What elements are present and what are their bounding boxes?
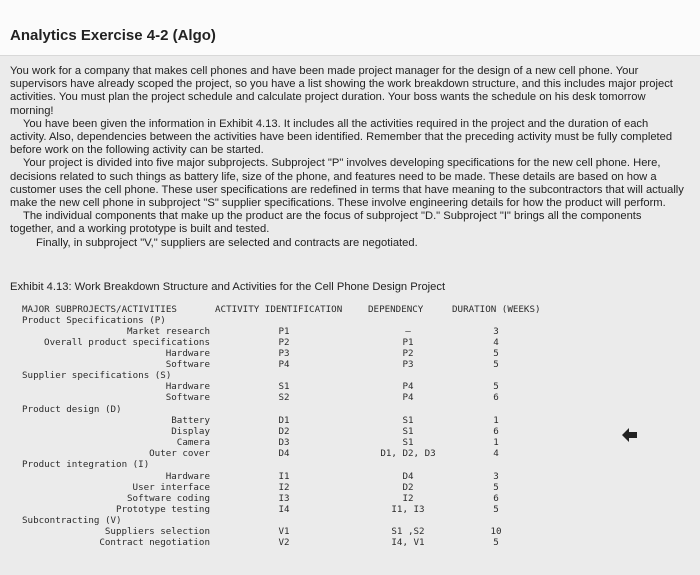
header-duration: DURATION (WEEKS) bbox=[452, 304, 541, 315]
activity-id: P1 bbox=[278, 326, 290, 337]
activity-duration: 1 bbox=[493, 437, 499, 448]
activity-name: Contract negotiation bbox=[99, 537, 210, 548]
activity-id: I2 bbox=[278, 482, 290, 493]
activity-id: S1 bbox=[278, 381, 290, 392]
activity-name: Software coding bbox=[127, 493, 210, 504]
activity-dependency: I4, V1 bbox=[391, 537, 425, 548]
activity-dependency: D2 bbox=[402, 482, 414, 493]
activity-id: D4 bbox=[278, 448, 290, 459]
activity-name: Subcontracting (V) bbox=[22, 515, 122, 526]
activity-duration: 10 bbox=[490, 526, 502, 537]
activity-duration: 4 bbox=[493, 337, 499, 348]
activity-id: V2 bbox=[278, 537, 290, 548]
paragraph-subprojects: Your project is divided into five major subprojects. Subproject "P" involves developing specifications for the new cell phone. Here, decisions related to such things as battery life, size of the phone, and features need to be made. These details are based on how a customer uses the cell phone. These user specifications are redefined in terms that have meaning to the subcontractors that will actually make the new cell phone in subproject "S" supplier specifications. These involve engineering details for how the product will perform. bbox=[10, 157, 684, 210]
activity-id: D2 bbox=[278, 426, 290, 437]
activity-name: User interface bbox=[132, 482, 210, 493]
header-activity-id: ACTIVITY IDENTIFICATION bbox=[215, 304, 343, 315]
activity-dependency: D4 bbox=[402, 471, 414, 482]
activity-dependency: S1 bbox=[402, 426, 414, 437]
activity-dependency: S1 ,S2 bbox=[391, 526, 425, 537]
activity-duration: 6 bbox=[493, 493, 499, 504]
activity-dependency: S1 bbox=[402, 437, 414, 448]
activity-dependency: P2 bbox=[402, 348, 414, 359]
cursor-arrow-icon bbox=[622, 428, 638, 442]
activity-name: Prototype testing bbox=[115, 504, 210, 515]
activity-name: Suppliers selection bbox=[104, 526, 210, 537]
paragraph-exhibit: You have been given the information in Exhibit 4.13. It includes all the activities required in the project and the duration of each activity. Also, dependencies between the activities have been identified. Remember that the preceding activity must be fully completed before work on the following activity can be started. bbox=[10, 117, 673, 157]
activity-id: I1 bbox=[278, 471, 290, 482]
paragraph-components: The individual components that make up the product are the focus of subproject "D." Subproject "I" brings all the components together, and a working prototype is built and tested. bbox=[10, 210, 642, 236]
activity-name: Product Specifications (P) bbox=[22, 315, 166, 326]
activity-name: Hardware bbox=[165, 471, 210, 482]
activity-dependency: – bbox=[405, 326, 411, 337]
activity-name: Outer cover bbox=[149, 448, 210, 459]
activity-name: Software bbox=[165, 392, 210, 403]
activity-name: Software bbox=[165, 359, 210, 370]
header-activities: MAJOR SUBPROJECTS/ACTIVITIES bbox=[22, 304, 177, 315]
activity-duration: 3 bbox=[493, 326, 499, 337]
activity-dependency: I1, I3 bbox=[391, 504, 425, 515]
activity-duration: 4 bbox=[493, 448, 499, 459]
exhibit-caption: Exhibit 4.13: Work Breakdown Structure and Activities for the Cell Phone Design Project bbox=[10, 281, 446, 293]
wbs-table bbox=[20, 304, 550, 554]
activity-name: Product design (D) bbox=[22, 404, 122, 415]
header-dependency: DEPENDENCY bbox=[368, 304, 424, 315]
activity-duration: 5 bbox=[493, 381, 499, 392]
activity-id: I3 bbox=[278, 493, 290, 504]
paragraph-intro: You work for a company that makes cell phones and have been made project manager for the design of a new cell phone. Your supervisors have already scoped the project, so you have a list showing the work breakdown structure, and this includes major project activities. You must plan the project schedule and calculate project duration. Your boss wants the schedule on his desk tomorrow morning! bbox=[10, 65, 673, 117]
activity-id: D1 bbox=[278, 415, 290, 426]
activity-dependency: D1, D2, D3 bbox=[380, 448, 436, 459]
activity-name: Overall product specifications bbox=[44, 337, 210, 348]
activity-duration: 5 bbox=[493, 482, 499, 493]
activity-dependency: I2 bbox=[402, 493, 414, 504]
activity-id: V1 bbox=[278, 526, 290, 537]
activity-name: Supplier specifications (S) bbox=[22, 370, 172, 381]
problem-text bbox=[10, 65, 686, 250]
activity-dependency: P3 bbox=[402, 359, 414, 370]
activity-dependency: S1 bbox=[402, 415, 414, 426]
page-title: Analytics Exercise 4-2 (Algo) bbox=[10, 27, 216, 44]
activity-id: I4 bbox=[278, 504, 290, 515]
activity-name: Display bbox=[171, 426, 210, 437]
activity-duration: 5 bbox=[493, 359, 499, 370]
activity-dependency: P4 bbox=[402, 392, 414, 403]
activity-duration: 5 bbox=[493, 348, 499, 359]
header-bar bbox=[0, 0, 700, 56]
activity-id: P2 bbox=[278, 337, 290, 348]
activity-name: Battery bbox=[171, 415, 210, 426]
activity-dependency: P4 bbox=[402, 381, 414, 392]
activity-duration: 6 bbox=[493, 392, 499, 403]
activity-duration: 5 bbox=[493, 537, 499, 548]
activity-id: S2 bbox=[278, 392, 290, 403]
activity-name: Market research bbox=[127, 326, 210, 337]
activity-name: Hardware bbox=[165, 381, 210, 392]
activity-duration: 1 bbox=[493, 415, 499, 426]
activity-dependency: P1 bbox=[402, 337, 414, 348]
activity-id: D3 bbox=[278, 437, 290, 448]
activity-duration: 6 bbox=[493, 426, 499, 437]
activity-id: P3 bbox=[278, 348, 290, 359]
activity-id: P4 bbox=[278, 359, 290, 370]
activity-duration: 5 bbox=[493, 504, 499, 515]
paragraph-finally: Finally, in subproject "V," suppliers are selected and contracts are negotiated. bbox=[36, 236, 418, 249]
activity-name: Product integration (I) bbox=[22, 459, 150, 470]
activity-name: Hardware bbox=[165, 348, 210, 359]
activity-name: Camera bbox=[176, 437, 210, 448]
activity-duration: 3 bbox=[493, 471, 499, 482]
